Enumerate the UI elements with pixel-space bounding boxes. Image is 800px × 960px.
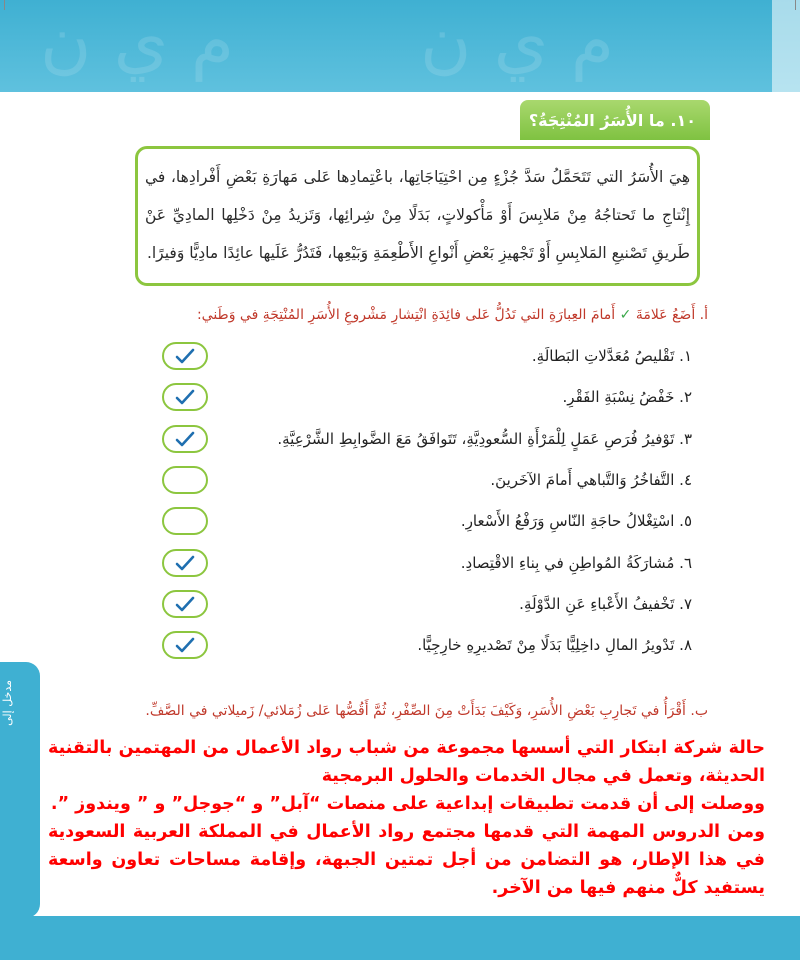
checkbox-5[interactable] [162,507,208,535]
checkbox-1[interactable] [162,342,208,370]
question-title: ١٠. ما الأُسَرُ المُنْتِجَةُ؟ [520,100,710,140]
checkmark-icon [175,389,195,405]
statement-5: ٥. اسْتِغْلالُ حاجَةِ النّاسِ وَرَفْعُ الأَسْعارِ. [460,512,692,530]
checkbox-3[interactable] [162,425,208,453]
header-watermark-repeat: م ي ن [420,0,615,82]
statement-8: ٨. تَدْويرُ المالِ داخِلِيًّا بَدَلًا مِنْ تَصْديرِهِ خارِجِيًّا. [417,636,692,654]
footer-band [0,916,800,960]
header-edge-strip [772,0,800,92]
answer-line-3: ومن الدروس المهمة التي قدمها مجتمع رواد الأعمال في المملكة العربية السعودية في هذا الإطار، هو التضامن من أجل تمتين الجبهة، وإقامة مساحات تعاون واسعة يستفيد كلٌّ منهم فيها من الآخر. [48,822,765,898]
statement-7: ٧. تَخْفيفُ الأَعْباءِ عَنِ الدَّوْلَةِ. [519,595,692,613]
checkmark-icon [175,637,195,653]
header-band [0,0,800,92]
statement-4: ٤. التَّفاخُرُ وَالتَّباهي أَمامَ الآخَرينَ. [490,471,692,489]
answer-text [48,734,765,902]
side-tab-label: مدخل إلى [1,680,14,726]
header-watermark: م ي ن [40,0,235,82]
checkbox-6[interactable] [162,549,208,577]
statement-6: ٦. مُشارَكَةُ المُواطِنِ في بِناءِ الاقْتِصادِ. [460,554,692,572]
part-a-suffix: أَمامَ العِبارَةِ التي تَدُلُّ عَلى فائِدَةِ انْتِشارِ مَشْروعِ الأُسَرِ المُنْتِجَةِ في وَطَني: [196,307,616,323]
part-a-instruction [68,307,708,323]
statement-2: ٢. خَفْضُ نِسْبَةِ الفَقْرِ. [562,388,692,406]
checkbox-7[interactable] [162,590,208,618]
checkmark-icon [175,596,195,612]
answer-line-1: حالة شركة ابتكار التي أسسها مجموعة من شباب رواد الأعمال من المهتمين بالتقنية الحديثة، وتعمل في مجال الخدمات والحلول البرمجية [48,738,765,786]
checkmark-icon [175,431,195,447]
checkmark-icon [175,348,195,364]
checkbox-4[interactable] [162,466,208,494]
part-b-instruction: ب. أَقْرَأُ في تَجارِبِ بَعْضِ الأُسَرِ، وَكَيْفَ بَدَأَتْ مِنَ الصِّفْرِ، ثُمَّ أَقُصُّها عَلى زُمَلائي/ زَميلاتي في الصَّفِّ. [145,703,708,719]
check-icon: ✓ [619,307,632,323]
answer-line-2: ووصلت إلى أن قدمت تطبيقات إبداعية على منصات “آبل” و “جوجل” و ” ويندوز ”. [50,794,765,814]
checkmark-icon [175,555,195,571]
intro-text: هِيَ الأُسَرُ التي تَتَحَمَّلُ سَدَّ جُزْءٍ مِن احْتِيَاجَاتِها، باعْتِمادِها عَلى مَهارَةِ بَعْضِ أَفْرادِها، في إِنْتاجِ ما تَحتاجُهُ مِنْ مَلابِسَ أَوْ مَأْكولاتٍ، بَدَلًا مِنْ شِرائِها، وَتَزيدُ مِنْ دَخْلِها المادِيِّ عَنْ طَريقِ تَصْنيعِ المَلابِسِ أَوْ تَجْهيزِ بَعْضِ أَنْواعِ الأَطْعِمَةِ وَبَيْعِها، فَتَدُرُّ عَلَيها عائِدًا مادِيًّا وَفيرًا. [145,168,690,262]
checkbox-2[interactable] [162,383,208,411]
crop-mark [795,0,796,10]
statement-3: ٣. تَوْفيرُ فُرَصِ عَمَلٍ لِلْمَرْأَةِ السُّعودِيَّةِ، تَتَوافَقُ مَعَ الضَّوابِطِ الشَّرْعِيَّةِ. [277,430,692,448]
crop-mark [4,0,5,10]
statement-1: ١. تَقْليصُ مُعَدَّلاتِ البَطالَةِ. [531,347,692,365]
checkbox-8[interactable] [162,631,208,659]
part-a-prefix: أ. أَضَعُ عَلامَةَ [635,307,708,323]
